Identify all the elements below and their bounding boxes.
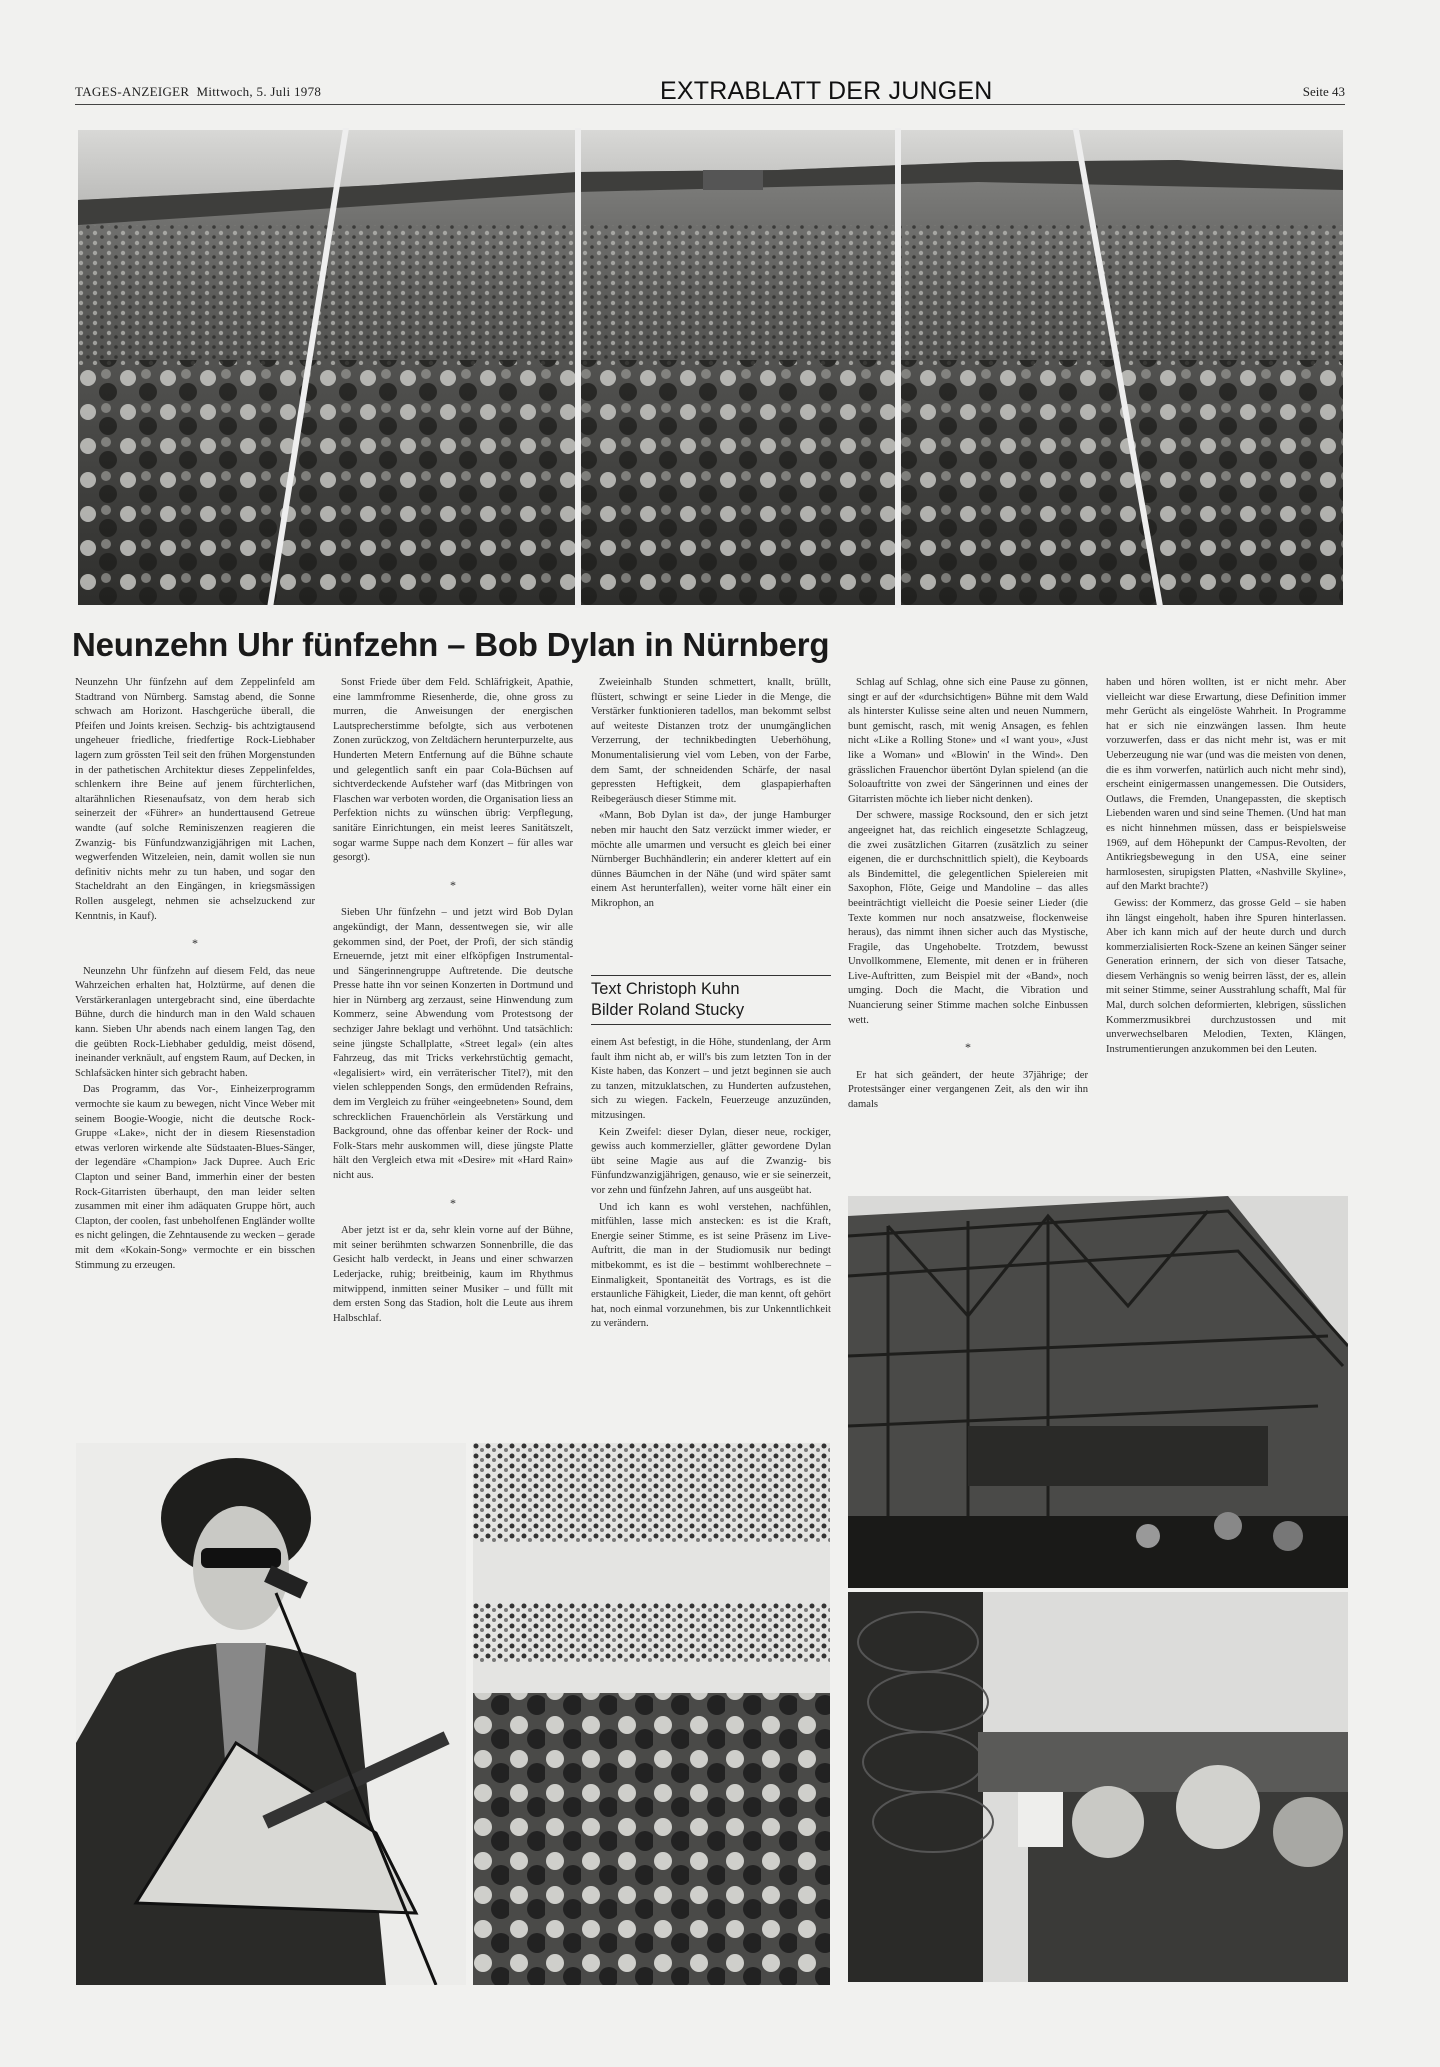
article-column-3-cont [591,1036,831,1334]
section-separator: * [450,1195,456,1210]
paragraph: Neunzehn Uhr fünfzehn auf diesem Feld, das neue Wahrzeichen erhalten hat, Holztürme, auf denen die Verstärkeranlagen untergebracht sind, eine überdachte Bühne, durch die hindurch man in den Wald schauen kann. Sieben Uhr abends nach einem langen Tag, den die geübten Rock-Liebhaber geduldig, meist dösend, ineinander verknäult, auf engstem Raum, auf Decken, in Schlafsäcken hinter sich gebracht haben. [75,965,315,1079]
article-column-3 [591,676,831,914]
section-separator: * [450,877,456,892]
bob-dylan-photo [76,1443,466,1985]
panorama-divider [895,128,901,608]
section-title: EXTRABLATT DER JUNGEN [660,77,993,105]
section-separator: * [965,1040,971,1055]
paragraph: Der schwere, massige Rocksound, den er sich jetzt angeeignet hat, das reichlich eingesetzte Schlagzeug, die zwei zusätzlichen Gitarren (zusätzlich zu seiner eigenen, die er durchschnittlich spielt), die Keyboards als Bindemittel, die gelegentlichen Spielereien mit Saxophon, Flöte, Geige und Mandoline – das alles beeinträchtigt vielleicht die Poesie seiner Lieder (die Texte kommen nur noch ansatzweise, flockenweise heraus), das nimmt ihnen sicher auch das Mystische, Fragile, das Ungehobelte. Trotzdem, bewusst Unvollkommene, Elemente, mit denen er in früheren Live-Auftritten, zum Beispiel mit der «Band», noch umging. Doch die Macht, die Vibration und Nuancierung seiner Stimme machen solche Einbussen wett. [848,810,1088,1026]
article-column-5 [1106,676,1346,1059]
paragraph: Aber jetzt ist er da, sehr klein vorne auf der Bühne, mit seiner berühmten schwarzen Sonnenbrille, die das Gesicht halb verdeckt, in Jeans und einer schwarzen Lederjacke, ruhig; breitbeinig, kaum im Rhythmus mitwippend, inmitten seiner Musiker – und füllt mit dem ersten Song das Stadion, holt die Leute aus ihrem Halbschlaf. [333,1225,573,1324]
cheering-crowd-photo [473,1443,830,1985]
article-column-4 [848,676,1088,1115]
paragraph: haben und hören wollten, ist er nicht mehr. Aber vielleicht war diese Erwartung, diese Definition immer mehr Gerücht als eingelöste Wahrheit. In Programme hat er sich nie einzwängen lassen. Ihm heute vorzuwerfen, dass er das nicht mehr ist, was er mit Ueberzeugung nie war (und was die meisten von denen, die es ihm vorwerfen, natürlich auch nicht mehr sind), erscheint einigermassen unangemessen. Die Outsiders, Outlaws, die Fremden, Unangepassten, die skeptisch Liebenden waren und sind seine Themen. (Und hat man es nicht hinnehmen müssen, dass er beispielsweise 1969, auf dem Höhepunkt der Campus-Revolten, der Antikriegsbewegung in den USA, eine seiner harmlosesten, sirupigsten Platten, «Nashville Skyline», auf den Markt brachte?) [1106,677,1346,893]
byline [591,975,831,1021]
paragraph: Sieben Uhr fünfzehn – und jetzt wird Bob Dylan angekündigt, der Mann, dessentwegen sie, wir alle gekommen sind, der Poet, der Profi, der sich ständig Erneuernde, jetzt mit einer elfköpfigen Instrumental- und Sängerinnengruppe Auftretende. Die deutsche Presse hatte ihn vor seinen Konzerten in Dortmund und hier in Nürnberg arg zerzaust, seine Hinwendung zum Kommerz, seine Abwendung vom Protestsong der sechziger Jahre beklagt und verhöhnt. Und tatsächlich: seine jüngste Schallplatte, «Street legal» (ein altes Fahrzeug, das mit Tricks verkehrstüchtig gemacht, «legalisiert» wird, ein verräterischer Titel?), mit den vielen schleppenden Songs, den ermüdenden Refrains, dem im Vergleich zu früher «eingeebneten» Sound, dem schrecklichen Frauenchörlein als Verstärkung und Background, ohne das offenbar keiner der Rock- und Folk-Stars mehr auskommen will, diese jüngste Platte hält den Vergleich etwa mit «Desire» mit «Hard Rain» nicht aus. [333,907,573,1181]
section-separator: * [192,936,198,951]
paragraph: Schlag auf Schlag, ohne sich eine Pause zu gönnen, singt er auf der «durchsichtigen» Bühne mit dem Wald als hinterster Kulisse seine alten und neuen Nummern, bunt gemischt, rasch, mit wenig Ansagen, es fehlen nicht «Like a Rolling Stone» und «I want you», «Just like a Woman» und «Blowin' in the Wind». Den grässlichen Frauenchor übertönt Dylan spielend (an die Soloauftritte von zwei der Sängerinnen und eines der Gitarristen möchte ich lieber nicht denken). [848,677,1088,805]
paragraph: Kein Zweifel: dieser Dylan, dieser neue, rockiger, gewiss auch kommerzieller, glätter gewordene Dylan übt seine Magie aus auf die Zwanzig- bis Fünfundzwanzigjährigen, genauso, wie er sie seinerzeit, vor zehn und fünfzehn Jahren, auf uns ausgeübt hat. [591,1126,831,1196]
paragraph: einem Ast befestigt, in die Höhe, stundenlang, der Arm fault ihm nicht ab, er will's bis zum letzten Ton in der Kiste haben, das Konzert – und jetzt beginnen sie auch zu tanzen, mitzuklatschen, zu Hunderten aufzustehen, sich zu wiegen. Fackeln, Feuerzeuge anzuzünden, mitzusingen. [591,1037,831,1121]
barbed-wire-photo [848,1592,1348,1982]
paragraph: Das Programm, das Vor-, Einheizerprogramm vermochte sie kaum zu bewegen, nicht Vince Weber mit seinem Boogie-Woogie, nicht die deutsche Rock-Gruppe «Lake», nicht der in diesem Riesenstadion etwas verloren wirkende alte Südstaaten-Blues-Sänger, der legendäre «Champion» Jack Dupree. Auch Eric Clapton und seiner Band, immerhin einer der besten Rock-Gitarristen überhaupt, den man leider selten zusammen mit einer ihm adäquaten Gruppe hört, auch Clapton, der coolen, fast unbeholfenen Engländer wollte es nicht gelingen, die Zehntausende zu wecken – gerade mit dem «Kokain-Song» vermochte er ein bisschen Stimmung zu erzeugen. [75,1084,315,1271]
paragraph: Zweieinhalb Stunden schmettert, knallt, brüllt, flüstert, schwingt er seine Lieder in die Menge, die Verstärker funktionieren tadellos, man bekommt selbst auf weiteste Distanzen trotz der unumgänglichen Verzerrung, der technikbedingten Ueberhöhung, Monumentalisierung viel vom Leben, von der Farbe, dem Samt, der schneidenden Schärfe, der nasal gepressten Heftigkeit, dem glaspapierhaften Reibegeräusch dieser Stimme mit. [591,677,831,805]
stage-photo [848,1196,1348,1588]
paragraph: Gewiss: der Kommerz, das grosse Geld – sie haben ihn längst eingeholt, haben ihre Spuren hinterlassen. Aber ich kann mich auf der heute durch und durch kommerzialisierten Rock-Szene an keinen Sänger seiner Generation erinnern, der sich von dieser Tatsache, diesem Verhängnis so wenig beirren lässt, der es, allein mit seiner Stimme, seiner Ausstrahlung schafft, Mal für Mal, durch solchen deformierten, klebrigen, süsslichen Kommerzmusikbrei durchzustossen und mit unverwechselbaren Melodien, Texten, Klängen, Instrumentierungen anzukommen bei den Leuten. [1106,897,1346,1055]
paragraph: Sonst Friede über dem Feld. Schläfrigkeit, Apathie, eine lammfromme Riesenherde, die, ohne gross zu murren, die Anweisungen der energischen Lautsprecherstimme befolgte, sich aus verbotenen Zonen zurückzog, von Zeltdächern herunterpurzelte, aus Hunderten Metern Entfernung auf die Bühne schaute und gelegentlich sanft ein paar Cola-Büchsen auf sichtverdeckende Aufsteher warf (das Mitbringen von Flaschen war verboten worden, die Organisation liess an Perfektion nichts zu wünschen übrig: Verpflegung, sanitäre Einrichtungen, ein meist leeres Sanitätszelt, sogar warme Suppe nach dem Konzert – für alles war gesorgt). [333,677,573,864]
paragraph: Und ich kann es wohl verstehen, nachfühlen, mitfühlen, lasse mich anstecken: es ist die Kraft, Energie seiner Stimme, es ist seine Präsenz im Live-Auftritt, die man in der Studiomusik nur bedingt mitbekommt, es ist die – bestimmt wohlberechnete – Einmaligkeit, Spontaneität des Vortrags, es ist die erstaunliche Fähigkeit, Lieder, die man kennt, oft gehört hat, noch einmal vorzunehmen, bis zur Unkenntlichkeit zu verändern. [591,1201,831,1330]
panorama-divider [575,128,581,608]
byline-photographer: Bilder Roland Stucky [591,1001,745,1019]
byline-author: Text Christoph Kuhn [591,980,740,998]
paragraph: Neunzehn Uhr fünfzehn auf dem Zeppelinfeld am Stadtrand von Nürnberg. Samstag abend, die Sonne schwach am Horizont. Haschgerüche überall, die Pfeifen und Joints kreisen. Sechzig- bis achtzigtausend ungeheuer friedliche, friedfertige Rock-Liebhaber lagern zum grössten Teil seit den frühen Morgenstunden in der pathetischen Architektur dieses Zeppelinfeldes, schlenkern ihre Beine auf jenem fürchterlichen, altarähnlichen Riesenaufsatz, von dem herab sich seinerzeit der «Führer» an hunderttausend Getreue wandte (auf solche Reminiszenzen reagieren die Zwanzig- bis Fünfundzwanzigjährigen mit Lachen, wegwerfenden Witzeleien, nein, damit wollen sie nun definitiv nichts mehr zu tun haben, und sogar den Stacheldraht an den Eingängen, in kriegsmässigen Rollen ausgelegt, nehmen sie achselzuckend zur Kenntnis, in Kauf). [75,677,315,922]
article-column-1 [75,676,315,1275]
paragraph: «Mann, Bob Dylan ist da», der junge Hamburger neben mir haucht den Satz verzückt immer wieder, er möchte alle umarmen und versucht es gleich bei einer Nürnberger Buchhändlerin; ein anderer klettert auf ein dünnes Bäumchen in der Nähe (und wird später samt einem Ast herunterfallen), weiter vorne hält einer ein Mikrophon, an [591,810,831,909]
masthead-paper-date: TAGES-ANZEIGER Mittwoch, 5. Juli 1978 [75,84,322,99]
byline-rule [591,1024,831,1025]
crowd-panorama-photo [78,130,1343,605]
page-number: Seite 43 [1302,84,1345,99]
article-column-2 [333,676,573,1328]
masthead [75,77,1345,105]
paragraph: Er hat sich geändert, der heute 37jährige; der Protestsänger einer vergangenen Zeit, als den wir ihn damals [848,1069,1088,1111]
headline: Neunzehn Uhr fünfzehn – Bob Dylan in Nürnberg [72,626,830,663]
